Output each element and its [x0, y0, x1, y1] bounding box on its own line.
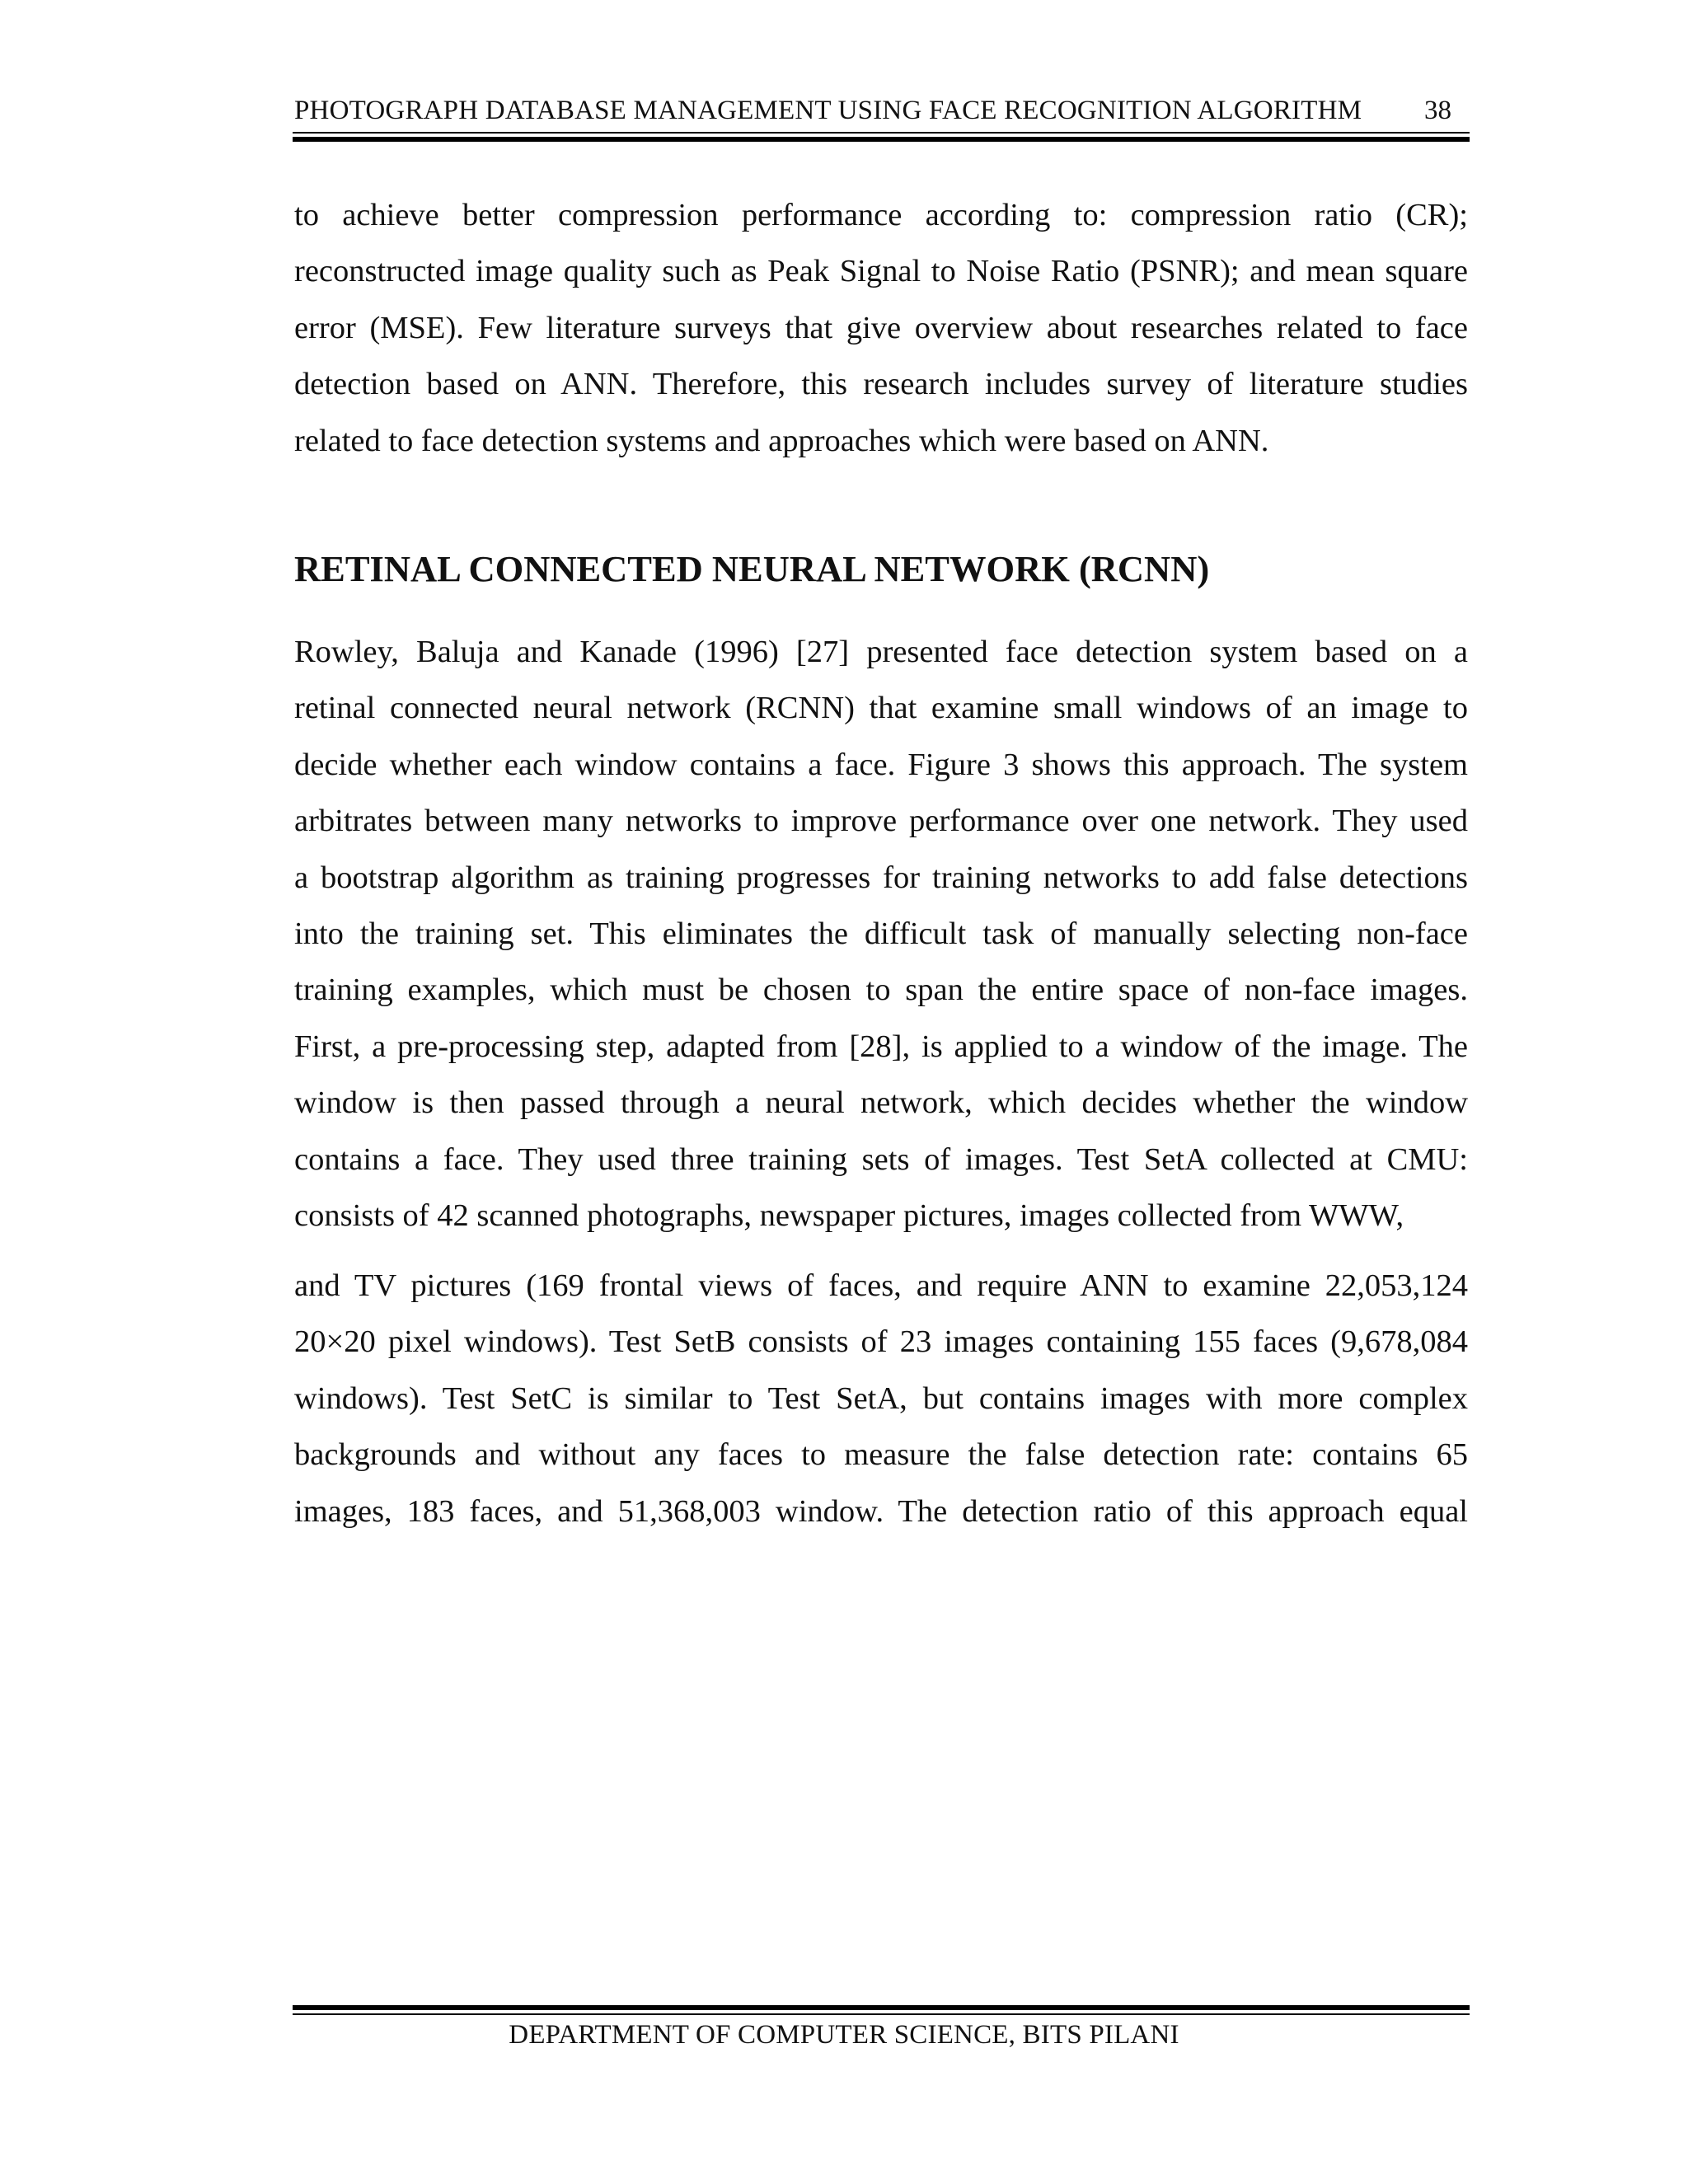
text-line: Rowley, Baluja and Kanade (1996) [27] presented face detection system based on a — [294, 635, 1468, 669]
running-header-title: PHOTOGRAPH DATABASE MANAGEMENT USING FACE RECOGNITION ALGORITHM — [294, 96, 1362, 125]
paragraph-intro — [294, 187, 1468, 469]
text-line: training examples, which must be chosen to span the entire space of non-face images. — [294, 972, 1468, 1008]
text-line: to achieve better compression performance according to: compression ratio (CR); — [294, 198, 1468, 232]
text-line: backgrounds and without any faces to measure the false detection rate: contains 65 — [294, 1437, 1468, 1473]
text-line: window is then passed through a neural network, which decides whether the window — [294, 1085, 1468, 1121]
page-header — [293, 96, 1470, 129]
text-line: decide whether each window contains a face. Figure 3 shows this approach. The system — [294, 747, 1468, 782]
footer-rule-thick — [293, 2005, 1470, 2010]
text-line: detection based on ANN. Therefore, this research includes survey of literature studies — [294, 367, 1468, 402]
text-line: related to face detection systems and approaches which were based on ANN. — [294, 423, 1269, 458]
text-line: and TV pictures (169 frontal views of faces, and require ANN to examine 22,053,124 — [294, 1268, 1468, 1303]
paragraph-test-sets — [294, 1258, 1468, 1540]
text-line: images, 183 faces, and 51,368,003 window. The detection ratio of this approach equal — [294, 1493, 1468, 1529]
paragraph-rcnn — [294, 624, 1468, 1244]
text-line: consists of 42 scanned photographs, newspaper pictures, images collected from WWW, — [294, 1198, 1404, 1234]
header-rule-thick — [293, 137, 1470, 142]
footer-rule-thin — [293, 2013, 1470, 2015]
text-line: arbitrates between many networks to improve performance over one network. They used — [294, 804, 1468, 839]
text-line: windows). Test SetC is similar to Test SetA, but contains images with more complex — [294, 1380, 1468, 1416]
text-line: contains a face. They used three training sets of images. Test SetA collected at CMU: — [294, 1141, 1468, 1177]
footer-department: DEPARTMENT OF COMPUTER SCIENCE, BITS PILANI — [509, 2020, 1179, 2050]
text-line: reconstructed image quality such as Peak Signal to Noise Ratio (PSNR); and mean square — [294, 254, 1468, 289]
header-rule-thin — [293, 132, 1470, 134]
section-heading: RETINAL CONNECTED NEURAL NETWORK (RCNN) — [294, 548, 1210, 589]
text-line: into the training set. This eliminates the difficult task of manually selecting non-face — [294, 916, 1468, 952]
text-line: error (MSE). Few literature surveys that give overview about researches related to face — [294, 310, 1468, 345]
text-line: First, a pre-processing step, adapted from [28], is applied to a window of the image. The — [294, 1029, 1468, 1064]
text-line: 20×20 pixel windows). Test SetB consists of 23 images containing 155 faces (9,678,084 — [294, 1324, 1468, 1360]
page-number: 38 — [1424, 96, 1451, 125]
text-line: retinal connected neural network (RCNN) that examine small windows of an image to — [294, 691, 1468, 726]
text-line: a bootstrap algorithm as training progresses for training networks to add false detections — [294, 860, 1468, 895]
